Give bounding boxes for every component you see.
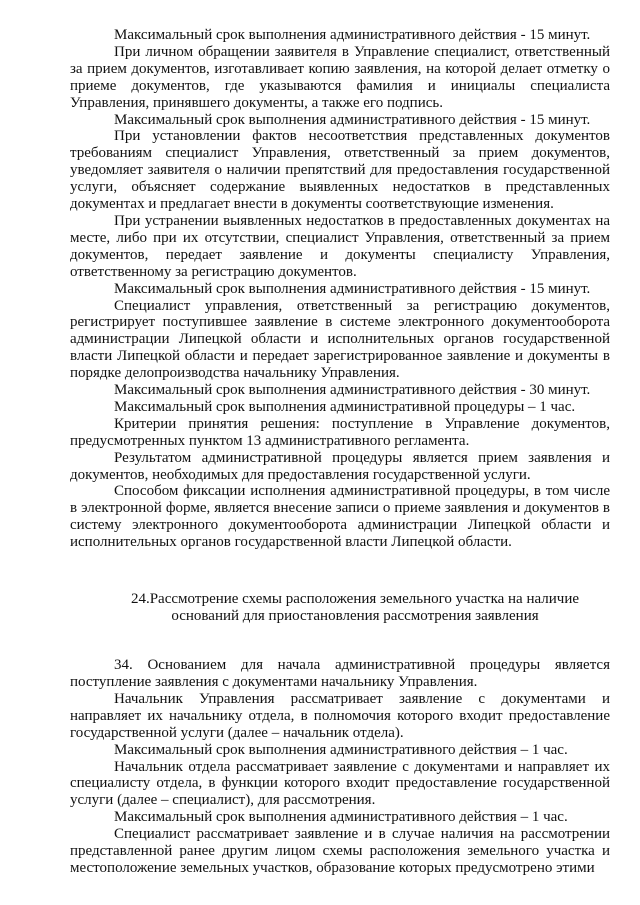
paragraph: Способом фиксации исполнения административной процедуры, в том числе в электронной форме, является внесение записи о приеме заявления и документов в систему электронного документооборота администрации Липецкой области и исполнительных органов государственной власти Липецкой области. bbox=[70, 483, 610, 551]
paragraph: Максимальный срок выполнения административного действия - 15 минут. bbox=[114, 280, 591, 297]
paragraph: Максимальный срок выполнения административного действия – 1 час. bbox=[114, 741, 568, 758]
section-heading-line: оснований для приостановления рассмотрения заявления bbox=[171, 608, 539, 625]
paragraph: Специалист управления, ответственный за регистрацию документов, регистрирует поступившее заявление в системе электронного документооборота администрации Липецкой области и исполнительных органов государственной власти Липецкой области и передает зарегистрированное заявление и документы в порядке делопроизводства начальнику Управления. bbox=[70, 297, 610, 382]
section-heading bbox=[70, 591, 610, 625]
paragraph: Максимальный срок выполнения административного действия - 15 минут. bbox=[114, 27, 591, 43]
paragraph: 34. Основанием для начала административной процедуры является поступление заявления с документами начальнику Управления. bbox=[70, 657, 610, 690]
paragraph: Максимальный срок выполнения административного действия - 15 минут. bbox=[114, 111, 591, 128]
paragraph: Результатом административной процедуры является прием заявления и документов, необходимых для предоставления государственной услуги. bbox=[70, 449, 610, 483]
paragraph: Максимальный срок выполнения административной процедуры – 1 час. bbox=[114, 398, 576, 415]
paragraph: Начальник Управления рассматривает заявление с документами и направляет их начальнику отдела, в полномочия которого входит предоставление государственной услуги (далее – начальник отдела). bbox=[70, 690, 610, 741]
paragraph: Специалист рассматривает заявление и в случае наличия на рассмотрении представленной ранее другим лицом схемы расположения земельного участка и местоположение земельных участков, образование которых предусмотрено этими bbox=[70, 826, 610, 876]
section-heading-line: 24.Рассмотрение схемы расположения земельного участка на наличие bbox=[130, 591, 580, 608]
text-block-before-heading bbox=[70, 27, 610, 551]
paragraph: Максимальный срок выполнения административного действия – 1 час. bbox=[114, 809, 568, 826]
paragraph: Критерии принятия решения: поступление в Управление документов, предусмотренных пунктом 13 административного регламента. bbox=[70, 415, 610, 449]
text-block-after-heading bbox=[70, 657, 610, 877]
paragraph: При личном обращении заявителя в Управление специалист, ответственный за прием документов, изготавливает копию заявления, на которой делает отметку о приеме документов, где указываются фамилия и инициалы специалиста Управления, принявшего документы, а также его подпись. bbox=[70, 43, 610, 111]
document-page bbox=[70, 27, 610, 877]
paragraph: Начальник отдела рассматривает заявление с документами и направляет их специалисту отдела, в функции которого входит предоставление государственной услуги (далее – специалист), для рассмотрения. bbox=[70, 758, 610, 809]
paragraph: При установлении фактов несоответствия представленных документов требованиям специалист Управления, ответственный за прием документов, уведомляет заявителя о наличии препятствий для предоставления государственной услуги, объясняет содержание выявленных недостатков в представленных документах и предлагает внести в документы соответствующие изменения. bbox=[70, 128, 610, 213]
paragraph: При устранении выявленных недостатков в предоставленных документах на месте, либо при их отсутствии, специалист Управления, ответственный за прием документов, передает заявление и документы специалисту Управления, ответственному за регистрацию документов. bbox=[70, 212, 610, 280]
paragraph: Максимальный срок выполнения административного действия - 30 минут. bbox=[114, 382, 591, 399]
